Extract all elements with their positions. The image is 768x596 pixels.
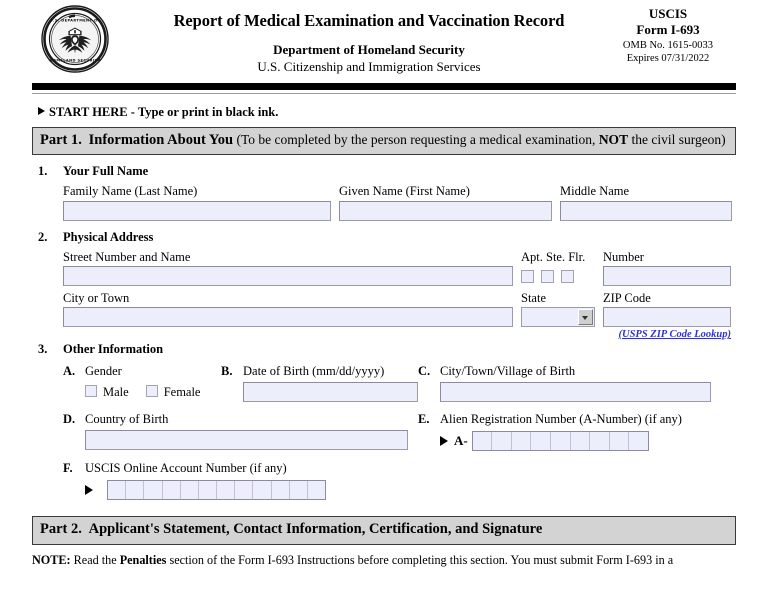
city-input[interactable] <box>63 307 513 327</box>
item-2-number: 2. <box>38 229 48 244</box>
svg-text:HOMELAND SECURITY: HOMELAND SECURITY <box>49 58 101 63</box>
street-label: Street Number and Name <box>63 249 191 264</box>
item-3-other-information <box>32 342 736 500</box>
uscis-form-info <box>606 6 730 65</box>
middle-name-label: Middle Name <box>560 184 630 199</box>
birth-city-letter: C. <box>418 364 431 379</box>
state-label: State <box>521 290 546 305</box>
triangle-pointer-icon-2 <box>85 485 93 495</box>
character-cell[interactable] <box>551 432 571 450</box>
form-header <box>32 0 736 80</box>
country-birth-label: Country of Birth <box>85 411 169 426</box>
uscis-account-input[interactable] <box>107 480 326 500</box>
item-1-number: 1. <box>38 164 48 179</box>
dhs-seal-icon <box>40 4 110 74</box>
character-cell[interactable] <box>217 481 235 499</box>
item-2-title: Physical Address <box>63 229 154 244</box>
flr-checkbox[interactable] <box>561 270 574 283</box>
city-label: City or Town <box>63 290 130 305</box>
a-number-letter: E. <box>418 411 430 426</box>
item-2-physical-address <box>32 230 736 341</box>
birth-city-label: City/Town/Village of Birth <box>440 364 576 379</box>
given-name-label: Given Name (First Name) <box>339 184 470 199</box>
dob-input[interactable] <box>243 382 418 402</box>
apt-number-field-group <box>603 250 731 286</box>
character-cell[interactable] <box>473 432 493 450</box>
item-3-row-abc <box>63 364 736 401</box>
character-cell[interactable] <box>590 432 610 450</box>
item-3-row-de <box>63 412 736 451</box>
start-here-label: START HERE - Type or print in black ink. <box>49 105 279 119</box>
triangle-pointer-icon <box>440 436 448 446</box>
street-field-group <box>63 250 513 286</box>
dob-group <box>221 364 418 401</box>
note-paragraph <box>32 553 736 569</box>
apt-number-label: Number <box>603 249 644 264</box>
middle-name-field-group <box>560 184 732 220</box>
character-cell[interactable] <box>308 481 325 499</box>
character-cell[interactable] <box>181 481 199 499</box>
note-penalties-bold: Penalties <box>119 552 167 567</box>
character-cell[interactable] <box>272 481 290 499</box>
ste-checkbox[interactable] <box>541 270 554 283</box>
character-cell[interactable] <box>253 481 271 499</box>
character-cell[interactable] <box>571 432 591 450</box>
uscis-label: USCIS <box>648 6 688 21</box>
apt-number-input[interactable] <box>603 266 731 286</box>
part-1-number: Part 1. <box>40 132 82 148</box>
header-divider-thin <box>32 93 736 94</box>
character-cell[interactable] <box>108 481 126 499</box>
expiration-date: Expires 07/31/2022 <box>626 52 710 64</box>
country-birth-input[interactable] <box>85 430 408 450</box>
character-cell[interactable] <box>163 481 181 499</box>
country-birth-group <box>63 412 418 451</box>
zip-input[interactable] <box>603 307 731 327</box>
family-name-input[interactable] <box>63 201 331 221</box>
city-field-group <box>63 291 513 340</box>
agency-name: U.S. Citizenship and Immigration Services <box>257 58 481 74</box>
item-3-row-f <box>63 461 736 500</box>
zip-field-group <box>603 291 731 340</box>
apt-checkbox[interactable] <box>521 270 534 283</box>
country-birth-letter: D. <box>63 411 76 426</box>
item-3-number: 3. <box>38 342 48 357</box>
dob-letter: B. <box>221 364 233 379</box>
note-text-1: Read the <box>70 552 120 567</box>
part-1-subtitle-pre: (To be completed by the person requesting a medical examination, <box>233 132 599 147</box>
character-cell[interactable] <box>290 481 308 499</box>
part-1-subtitle-bold: NOT <box>598 132 629 147</box>
part-2-header <box>32 516 736 544</box>
given-name-input[interactable] <box>339 201 552 221</box>
family-name-field-group <box>63 184 331 220</box>
dob-label: Date of Birth (mm/dd/yyyy) <box>243 364 385 379</box>
a-number-label: Alien Registration Number (A-Number) (if any) <box>440 411 682 426</box>
state-select[interactable] <box>521 307 595 327</box>
a-number-group <box>418 412 718 451</box>
triangle-bullet-icon <box>38 107 45 115</box>
item-3-title: Other Information <box>63 342 164 357</box>
apt-ste-flr-label <box>521 250 595 264</box>
header-divider-thick <box>32 83 736 90</box>
character-cell[interactable] <box>492 432 512 450</box>
part-1-title: Information About You <box>88 132 234 148</box>
start-here-instruction <box>38 105 736 120</box>
item-1-full-name <box>32 164 736 220</box>
apt-ste-flr-group <box>521 250 595 286</box>
character-cell[interactable] <box>126 481 144 499</box>
omb-number: OMB No. 1615-0033 <box>622 39 714 51</box>
character-cell[interactable] <box>610 432 630 450</box>
part-2-title: Applicant's Statement, Contact Information, Certification, and Signature <box>88 521 543 538</box>
gender-group <box>63 364 221 401</box>
item-1-title: Your Full Name <box>63 164 149 179</box>
note-text-2: section of the Form I-693 Instructions before completing this section. You must submit Form I-693 in a <box>166 552 674 567</box>
character-cell[interactable] <box>144 481 162 499</box>
birth-city-group <box>418 364 718 401</box>
apt-label: Apt. <box>521 249 543 264</box>
a-number-input[interactable] <box>472 431 649 451</box>
character-cell[interactable] <box>235 481 253 499</box>
form-number: Form I-693 <box>636 22 700 38</box>
character-cell[interactable] <box>512 432 532 450</box>
gender-label: Gender <box>85 364 122 379</box>
page-title: Report of Medical Examination and Vaccination Record <box>173 11 565 30</box>
department-name: Department of Homeland Security <box>273 41 465 57</box>
character-cell[interactable] <box>531 432 551 450</box>
chevron-down-icon <box>582 316 588 320</box>
birth-city-input[interactable] <box>440 382 711 402</box>
middle-name-input[interactable] <box>560 201 732 221</box>
gender-letter: A. <box>63 364 76 379</box>
gender-female-label: Female <box>163 384 201 399</box>
part-2-number: Part 2. <box>40 521 82 538</box>
state-select-button[interactable] <box>578 309 593 325</box>
given-name-field-group <box>339 184 552 220</box>
part-1-header <box>32 127 736 155</box>
gender-female-checkbox[interactable] <box>146 385 158 397</box>
character-cell[interactable] <box>199 481 217 499</box>
svg-text:U.S. DEPARTMENT OF: U.S. DEPARTMENT OF <box>49 18 101 23</box>
note-label: NOTE: <box>32 552 71 567</box>
ste-label: Ste. <box>546 249 566 264</box>
usps-zip-lookup-link[interactable]: (USPS ZIP Code Lookup) <box>618 329 731 341</box>
zip-label: ZIP Code <box>603 290 651 305</box>
flr-label: Flr. <box>568 249 586 264</box>
uscis-account-letter: F. <box>63 461 73 475</box>
uscis-account-group <box>63 461 736 500</box>
a-number-prefix: A- <box>454 433 468 448</box>
gender-male-checkbox[interactable] <box>85 385 97 397</box>
family-name-label: Family Name (Last Name) <box>63 184 198 199</box>
part-1-subtitle-post: the civil surgeon) <box>628 132 726 147</box>
state-field-group <box>521 291 595 340</box>
street-input[interactable] <box>63 266 513 286</box>
character-cell[interactable] <box>629 432 648 450</box>
uscis-account-label: USCIS Online Account Number (if any) <box>85 461 287 475</box>
gender-male-label: Male <box>103 384 129 399</box>
